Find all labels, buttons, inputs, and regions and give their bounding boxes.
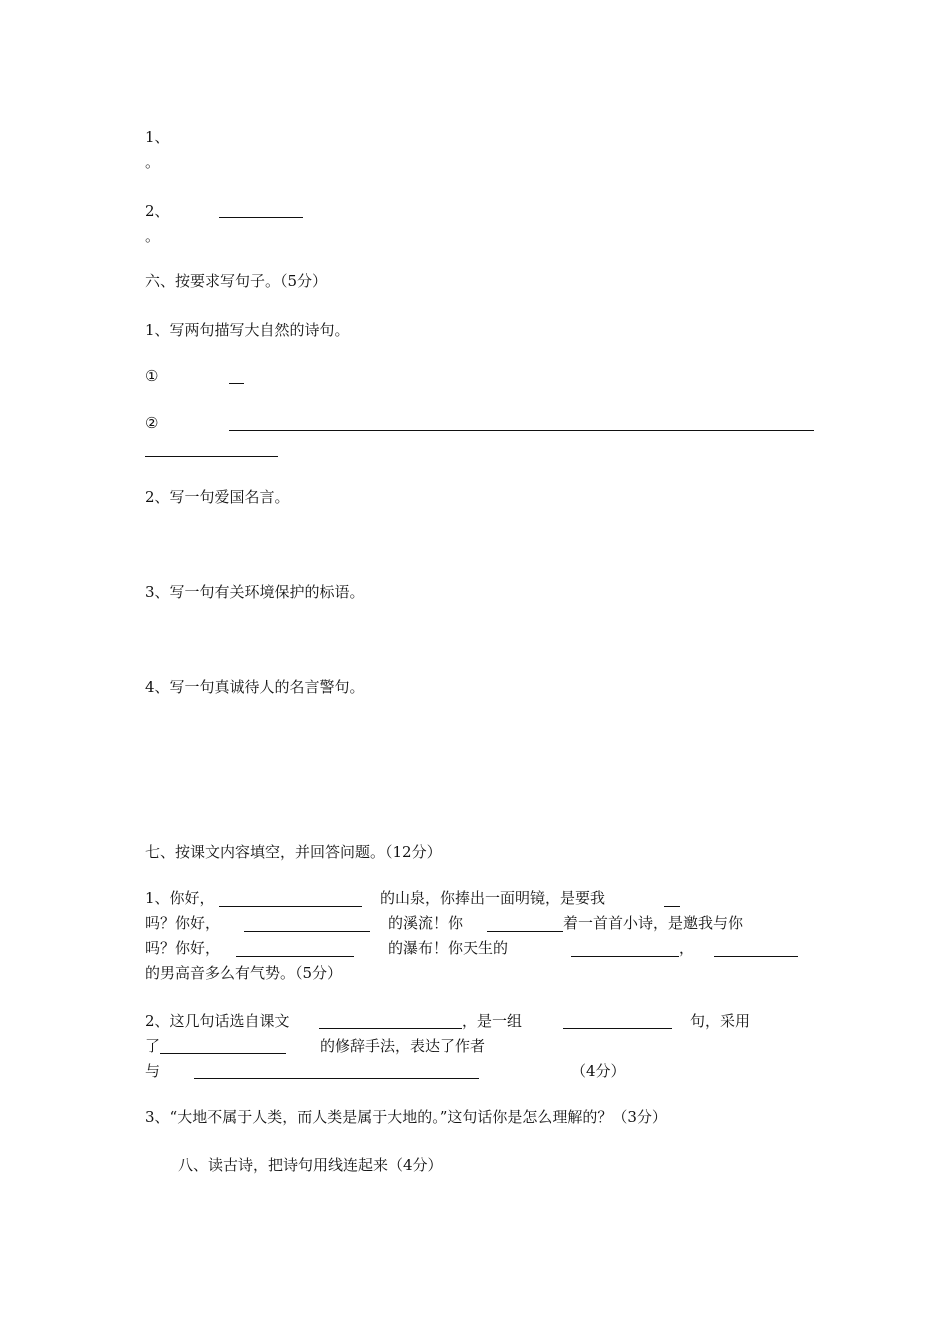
answer-blank[interactable] bbox=[664, 906, 680, 907]
question-text: 2、这几句话选自课文 bbox=[145, 1012, 290, 1030]
answer-blank[interactable] bbox=[244, 931, 370, 932]
answer-blank[interactable] bbox=[229, 383, 244, 384]
answer-blank[interactable] bbox=[160, 1053, 286, 1054]
answer-blank[interactable] bbox=[194, 1078, 479, 1079]
section-title: 七、按课文内容填空，并回答问题。（12分） bbox=[145, 843, 442, 861]
answer-blank[interactable] bbox=[219, 217, 303, 218]
section-title: 六、按要求写句子。（5分） bbox=[145, 272, 328, 290]
answer-blank[interactable] bbox=[487, 931, 563, 932]
answer-blank[interactable] bbox=[563, 1028, 672, 1029]
question-text: ，是一组 bbox=[462, 1012, 523, 1030]
question-text: 的瀑布！你天生的 bbox=[388, 939, 509, 957]
question-text: 3、写一句有关环境保护的标语。 bbox=[145, 583, 365, 601]
question-text: 4、写一句真诚待人的名言警句。 bbox=[145, 678, 365, 696]
question-text: 的溪流！你 bbox=[388, 914, 464, 932]
section-title: 八、读古诗，把诗句用线连起来（4分） bbox=[178, 1156, 443, 1174]
circled-two-marker: ② bbox=[145, 414, 159, 432]
question-text: 了 bbox=[145, 1037, 161, 1055]
question-text: 与 bbox=[145, 1062, 161, 1080]
answer-blank[interactable] bbox=[571, 956, 679, 957]
question-text: ， bbox=[679, 939, 695, 957]
question-text: 句，采用 bbox=[690, 1012, 751, 1030]
question-text: 3、“大地不属于人类，而人类是属于大地的。”这句话你是怎么理解的？（3分） bbox=[145, 1108, 667, 1126]
question-text: 的修辞手法，表达了作者 bbox=[320, 1037, 486, 1055]
item-number: 2、 bbox=[145, 202, 170, 220]
question-text: 的男高音多么有气势。（5分） bbox=[145, 964, 343, 982]
score-label: （4分） bbox=[571, 1062, 626, 1080]
question-text: 2、写一句爱国名言。 bbox=[145, 488, 290, 506]
answer-blank[interactable] bbox=[319, 1028, 462, 1029]
question-text: 吗？你好， bbox=[145, 939, 221, 957]
item-end-mark: 。 bbox=[145, 153, 161, 171]
answer-blank[interactable] bbox=[714, 956, 798, 957]
question-text: 的山泉，你捧出一面明镜，是要我 bbox=[380, 889, 606, 907]
item-end-mark: 。 bbox=[145, 227, 161, 245]
question-text: 吗？你好， bbox=[145, 914, 221, 932]
question-text: 着一首首小诗，是邀我与你 bbox=[563, 914, 744, 932]
question-text: 1、写两句描写大自然的诗句。 bbox=[145, 321, 350, 339]
answer-blank[interactable] bbox=[229, 430, 814, 431]
answer-blank[interactable] bbox=[236, 956, 354, 957]
answer-blank[interactable] bbox=[145, 456, 278, 457]
circled-one-marker: ① bbox=[145, 367, 159, 385]
item-number: 1、 bbox=[145, 128, 170, 146]
question-text: 1、你好， bbox=[145, 889, 215, 907]
answer-blank[interactable] bbox=[219, 906, 362, 907]
